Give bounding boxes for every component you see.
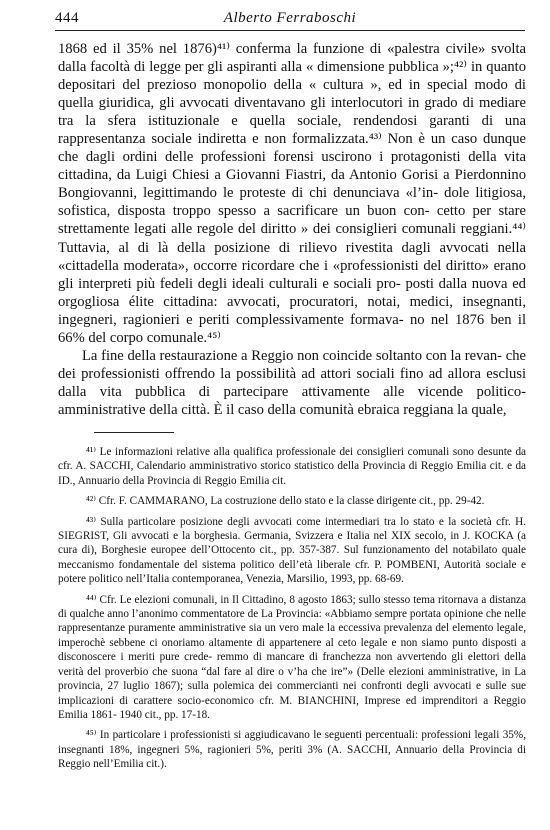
footnote-line: notabilato quale meccanismo fondamentale del sistema politico dell’età liberale cfr. P. bbox=[58, 544, 526, 571]
text-line: che dei professionisti offrendo la possibilità ad attori sociali fino ad allora bbox=[58, 347, 526, 382]
body-paragraph-1 bbox=[58, 40, 526, 347]
text-line: posti dalla nuova ed orgogliosa élite cittadina: avvocati, procuratori, notai, bbox=[58, 275, 526, 310]
body-text bbox=[58, 40, 526, 419]
footnote-line: portata opinione che nelle rappresentanze puramente amministrative sia un vero male la bbox=[58, 608, 527, 635]
footnote-43 bbox=[58, 515, 526, 587]
footnote-line: POMBENI, Autorità sociale e potere politico nell’Italia contemporanea, Venezia, Marsilio, 1993, pp. bbox=[58, 558, 527, 586]
text-line: quanto depositari del prezioso monopolio della « cultura », ed in special bbox=[58, 59, 526, 94]
text-line: cetto per stare strettamente legati alle regole del diritto » dei consiglieri bbox=[58, 203, 526, 238]
body-paragraph-2 bbox=[58, 347, 526, 419]
text-line: medici, insegnanti, ingegneri, ragionieri e periti complessivamente formava- bbox=[58, 293, 526, 328]
footnote-line: 68-69. bbox=[374, 573, 404, 586]
text-line: una rappresentanza sociale indiretta e non formalizzata.⁴³⁾ Non è un caso bbox=[58, 113, 526, 148]
text-line: amministrative della città. È il caso della comunità ebraica reggiana la quale, bbox=[58, 401, 507, 418]
text-line: della vita cittadina, da Luigi Chiesi a Giovanni Fiastri, da Antonio Gorisi a bbox=[58, 149, 526, 184]
footnote-line: desunte da cfr. A. SACCHI, Calendario amministrativo storico statistico della Provincia di Reggio bbox=[58, 446, 527, 473]
text-line: no nel 1876 ben il 66% del corpo comunale.⁴⁵⁾ bbox=[58, 311, 526, 346]
text-line: di mediare tra la sfera istituzionale e quella sociale, rendendosi garanti di bbox=[58, 95, 527, 130]
footnote-line: ⁴⁴⁾ Cfr. Le elezioni comunali, in Il Cittadino, 8 agosto 1863; sullo stesso tema ritornava bbox=[86, 593, 479, 606]
text-line: dunque che dagli ordini delle professioni forensi uscirono i protagonisti bbox=[58, 131, 526, 166]
footnote-line: suona “dal fare al dire o v’ha che ire”» (Delle elezioni amministrative, in La provincia, 27 luglio bbox=[58, 665, 527, 693]
footnote-44 bbox=[58, 593, 526, 723]
text-line: dole litigiosa, sofistica, disposta troppo spesso a sacrificare un buon con- bbox=[58, 185, 527, 220]
footnote-45 bbox=[58, 728, 526, 771]
footnote-line: KOCKA (a cura di), Borghesie europee dell’Ottocento cit., pp. 357-387. Sul funzionamento del bbox=[58, 530, 527, 557]
text-line: esclusi dalla vita pubblica di partecipare attivamente alle vicende politico- bbox=[58, 365, 527, 400]
footnote-line: a distanza di qualche anno l’anonimo commentatore de La Provincia: «Abbiamo sempre bbox=[58, 593, 526, 621]
footnote-line: remmo di mancare di franchezza non avvertendo gli elettori della verità del proverbio che bbox=[58, 651, 527, 678]
footnotes bbox=[58, 445, 526, 778]
text-line: comunali reggiani.⁴⁴⁾ Tuttavia, al di là della posizione di rilievo rivestita dagli bbox=[58, 221, 526, 256]
footnote-42 bbox=[58, 494, 526, 508]
footnote-line: ⁴⁵⁾ In particolare i professionisti si aggiudicavano le seguenti percentuali: professioni bbox=[86, 729, 472, 742]
footnote-line: eccessiva prevalenza del elemento legale, imperochè sebbene ci onoriamo altamente di bbox=[58, 622, 526, 649]
footnote-line: ⁴¹⁾ Le informazioni relative alla qualifica professionale dei consiglieri comunali sono bbox=[86, 446, 475, 458]
footnote-line: Provincia di Reggio nell’Emilia cit.). bbox=[58, 743, 527, 771]
footnote-line: legali 35%, insegnanti 18%, ingegneri 5%, ragionieri 5%, periti 3% (A. SACCHI, Annuario della bbox=[58, 729, 527, 756]
footnote-line: appartenere al ceto legale e non siamo punto disposti a disconoscere i meriti pure crede- bbox=[58, 636, 526, 664]
footnote-line: Emilia cit. e da ID., Annuario della Provincia di Reggio Emilia cit. bbox=[58, 460, 527, 487]
footnote-line: di carattere socio-economico cfr. M. BIANCHINI, Imprese ed imprenditori a Reggio Emilia 1861- bbox=[58, 694, 526, 721]
text-line: modo di quella giuridica, gli avvocati diventavano gli interlocutori in grado bbox=[58, 77, 526, 112]
footnote-line: 1940 cit., pp. 17-18. bbox=[119, 708, 210, 721]
footnote-41 bbox=[58, 445, 526, 488]
footnote-line: 1867); sulla polemica dei commercianti nei confronti degli avvocati e sulle sue implicazioni bbox=[58, 680, 526, 707]
footnote-line: ⁴³⁾ Sulla particolare posizione degli avvocati come intermediari tra lo stato e la società bbox=[86, 515, 492, 528]
text-line: del diritto» erano gli interpreti più fedeli degli ideali culturali e sociali pro- bbox=[58, 257, 526, 292]
text-line: 1868 ed il 35% nel 1876)⁴¹⁾ conferma la funzione di «palestra civile» svolta bbox=[58, 41, 526, 57]
text-line: avvocati nella «cittadella moderata», occorre ricordare che i «professionisti bbox=[58, 239, 526, 274]
footnote-separator bbox=[94, 432, 174, 433]
text-line: La fine della restaurazione a Reggio non coincide soltanto con la revan- bbox=[82, 347, 503, 364]
footnote-line: cfr. H. SIEGRIST, Gli avvocati e la borghesia. Germania, Svizzera e Italia nel XIX secolo, in J. bbox=[58, 515, 527, 543]
footnote-line: ⁴²⁾ Cfr. F. CAMMARANO, La costruzione dello stato e la classe dirigente cit., pp. 29-42. bbox=[86, 495, 485, 508]
page-header bbox=[55, 10, 525, 31]
page-number: 444 bbox=[55, 10, 79, 26]
running-head: Alberto Ferraboschi bbox=[223, 10, 357, 26]
text-line: dalla facoltà di legge per gli aspiranti alla « dimensione pubblica »;⁴²⁾ in bbox=[58, 59, 483, 76]
text-line: Pierdonnino Bongiovanni, legittimando le proteste di chi denunciava «l’in- bbox=[58, 167, 526, 202]
